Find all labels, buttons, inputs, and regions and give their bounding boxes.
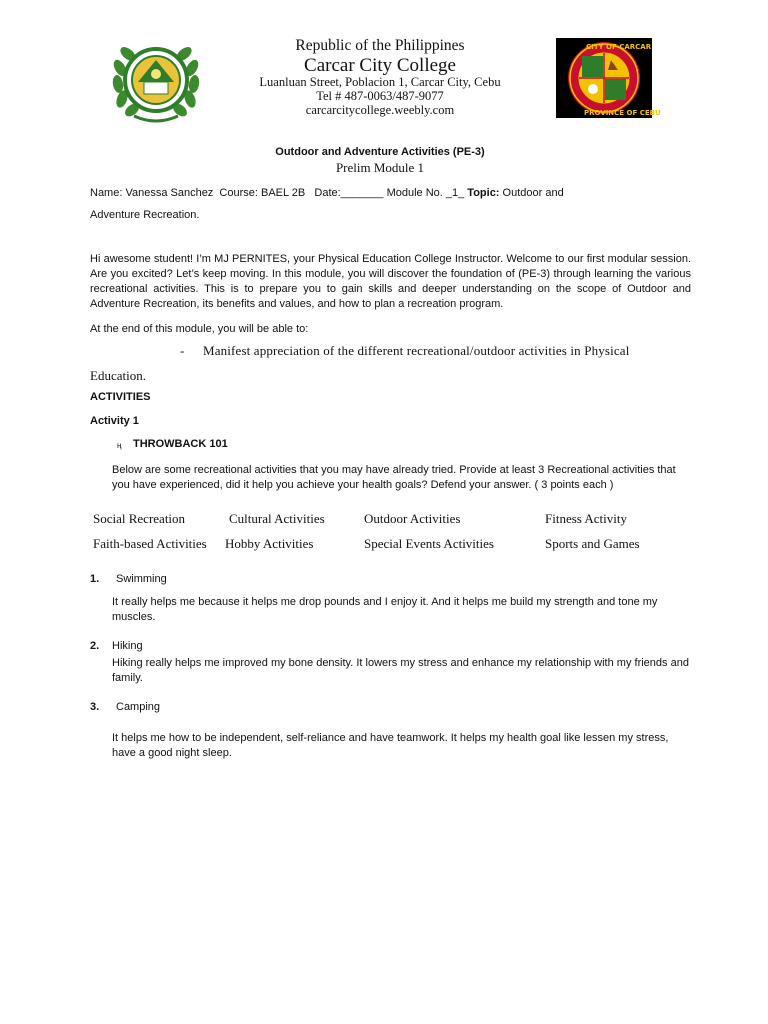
answer-number: 3. <box>90 701 100 713</box>
college-name: Carcar City College <box>304 55 456 76</box>
answer-text: Hiking really helps me improved my bone density. It lowers my stress and enhance my relationship with my friends and family. <box>112 657 689 684</box>
answer-number: 1. <box>90 573 100 585</box>
college-address: Luanluan Street, Poblacion 1, Carcar City, Cebu <box>259 75 501 89</box>
grid-cell: Fitness Activity <box>545 511 627 526</box>
grid-cell: Special Events Activities <box>364 536 494 551</box>
topic-value: Outdoor and <box>499 187 564 199</box>
throwback-bullet-icon: ң <box>117 441 122 450</box>
throwback-heading: THROWBACK 101 <box>133 438 228 450</box>
activities-heading: ACTIVITIES <box>90 391 151 403</box>
topic-continuation: Adventure Recreation. <box>90 209 200 221</box>
grid-cell: Social Recreation <box>93 511 186 526</box>
svg-text:PROVINCE OF CEBU: PROVINCE OF CEBU <box>584 109 661 117</box>
grid-cell: Faith-based Activities <box>93 536 207 551</box>
intro-paragraph: Hi awesome student! I’m MJ PERNITES, your Physical Education College Instructor. Welcome to our first modular session. Are you excited? Let’s keep moving. In this module, you will discover the foundation of (PE-3) through learning the various recreational activities. This is to prepare you to gain skills and deeper understanding on the scope of Outdoor and Adventure Recreation, its benefits and values, and how to plan a recreation program. <box>90 253 691 310</box>
republic-heading: Republic of the Philippines <box>295 37 465 54</box>
objective-text: Manifest appreciation of the different recreational/outdoor activities in Physical <box>203 343 630 358</box>
answer-text: It really helps me because it helps me drop pounds and I enjoy it. And it helps me build my strength and tone my muscles. <box>112 596 658 623</box>
answer-number: 2. <box>90 640 100 652</box>
topic-label: Topic: <box>467 187 500 199</box>
activity1-heading: Activity 1 <box>90 415 139 427</box>
college-website: carcarcitycollege.weebly.com <box>305 103 455 117</box>
college-telephone: Tel # 487-0063/487-9077 <box>316 89 444 103</box>
objective-bullet: - <box>180 343 185 358</box>
grid-cell: Cultural Activities <box>229 511 325 526</box>
svg-text:CITY OF CARCAR: CITY OF CARCAR <box>586 43 652 51</box>
student-info-line <box>90 186 564 201</box>
city-seal-logo <box>556 38 661 118</box>
student-info-prefix: Name: Vanessa Sanchez Course: BAEL 2B Date:_______ Module No. _1_ <box>90 187 468 199</box>
activity-instructions: Below are some recreational activities that you may have already tried. Provide at least 3 Recreational activities that you have experienced, did it help you achieve your health goals? Defend your answer. ( 3 points each ) <box>112 464 676 491</box>
answer-activity: Camping <box>116 701 161 713</box>
college-seal-logo <box>108 38 204 122</box>
answer-activity: Hiking <box>112 640 143 652</box>
grid-cell: Hobby Activities <box>225 536 314 551</box>
grid-cell: Sports and Games <box>545 536 640 551</box>
grid-cell: Outdoor Activities <box>364 511 461 526</box>
objective-continuation: Education. <box>90 368 146 383</box>
module-title: Outdoor and Adventure Activities (PE-3) <box>275 146 485 158</box>
answer-text: It helps me how to be independent, self-reliance and have teamwork. It helps my health goal like lessen my stress, have a good night sleep. <box>112 732 669 759</box>
module-subtitle: Prelim Module 1 <box>335 160 425 175</box>
answer-activity: Swimming <box>116 573 167 585</box>
objective-lead: At the end of this module, you will be able to: <box>90 323 309 335</box>
